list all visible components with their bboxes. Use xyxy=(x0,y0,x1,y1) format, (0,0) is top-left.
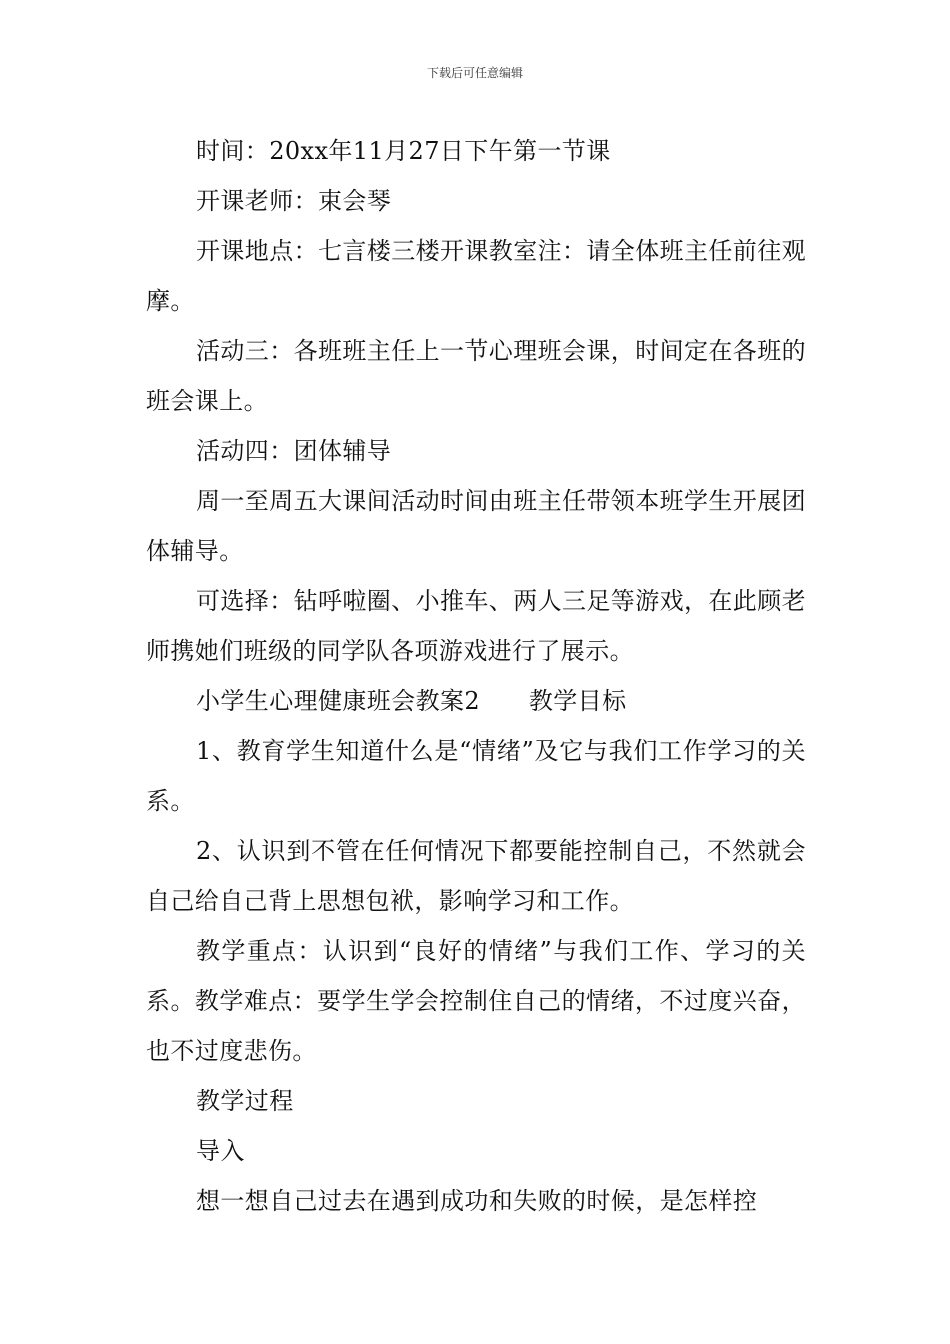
paragraph-objective-two: 2、认识到不管在任何情况下都要能控制自己，不然就会自己给自己背上思想包袱，影响学习和工作。 xyxy=(146,837,806,915)
paragraph-intro-heading: 导入 xyxy=(196,1137,245,1165)
paragraph-time: 时间：20xx年11月27日下午第一节课 xyxy=(196,137,611,165)
paragraph-lesson-title: 小学生心理健康班会教案2 教学目标 xyxy=(196,687,627,715)
paragraph-objective-one: 1、教育学生知道什么是“情绪”及它与我们工作学习的关系。 xyxy=(146,737,806,815)
paragraph-key-points: 教学重点：认识到“良好的情绪”与我们工作、学习的关系。教学难点：要学生学会控制住自己的情绪，不过度兴奋，也不过度悲伤。 xyxy=(146,937,806,1065)
paragraph-activity-three: 活动三：各班班主任上一节心理班会课，时间定在各班的班会课上。 xyxy=(146,337,806,415)
paragraph-process-heading: 教学过程 xyxy=(196,1087,294,1115)
paragraph-teacher: 开课老师：束会琴 xyxy=(196,187,392,215)
paragraph-intro-text: 想一想自己过去在遇到成功和失败的时候，是怎样控 xyxy=(196,1187,758,1215)
paragraph-group-counseling: 周一至周五大课间活动时间由班主任带领本班学生开展团体辅导。 xyxy=(146,487,806,565)
paragraph-activity-four: 活动四：团体辅导 xyxy=(196,437,392,465)
document-body xyxy=(146,126,806,1226)
paragraph-game-options: 可选择：钻呼啦圈、小推车、两人三足等游戏，在此顾老师携她们班级的同学队各项游戏进行了展示。 xyxy=(146,587,806,665)
page-header-note: 下载后可任意编辑 xyxy=(426,66,523,80)
paragraph-location: 开课地点：七言楼三楼开课教室注：请全体班主任前往观摩。 xyxy=(146,237,806,315)
